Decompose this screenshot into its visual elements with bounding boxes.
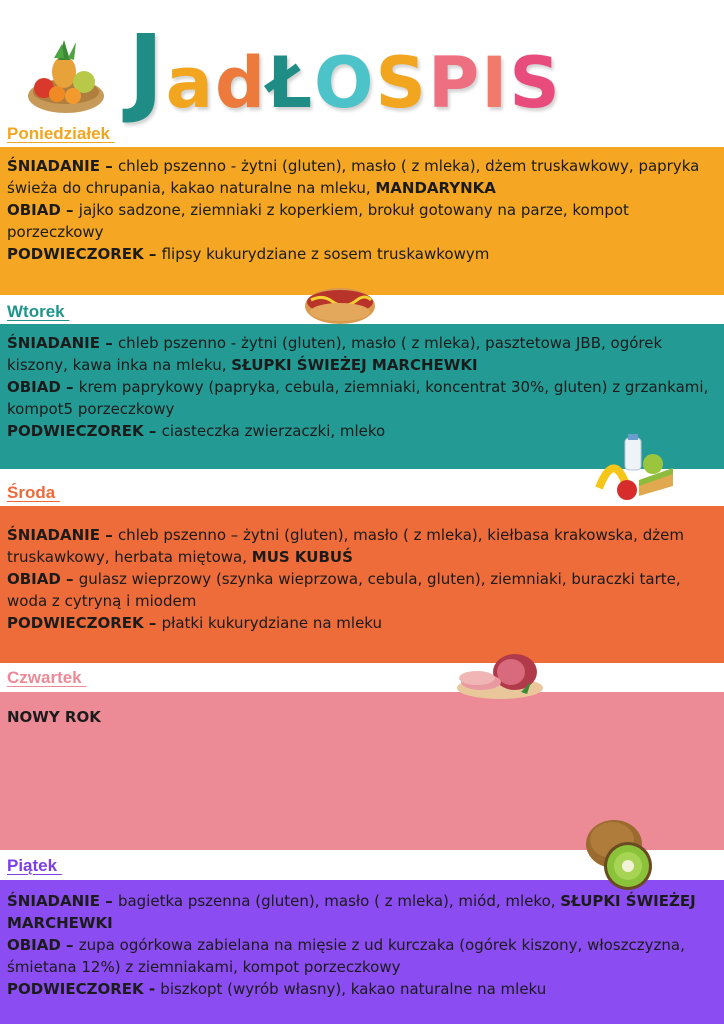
lunch-row: OBIAD – jajko sadzone, ziemniaki z koperkiem, brokuł gotowany na parze, kompot porzeczkowy xyxy=(7,201,629,241)
lunch-row: OBIAD – krem paprykowy (papryka, cebula, ziemniaki, koncentrat 30%, gluten) z grzankami, kompot5 porzeczkowy xyxy=(7,378,709,418)
snack-row: PODWIECZOREK – płatki kukurydziane na mleku xyxy=(7,614,383,632)
title-letter: J xyxy=(128,14,166,126)
lunch-milk-sandwich-icon xyxy=(595,434,677,502)
day-label-monday: Poniedziałek xyxy=(7,124,115,143)
kiwi-icon xyxy=(584,818,654,892)
day-menu-friday xyxy=(0,880,724,1024)
breakfast-row: ŚNIADANIE – chleb pszenno – żytni (gluten), masło ( z mleka), kiełbasa krakowska, dżem truskawkowy, herbata miętowa, MUS KUBUŚ xyxy=(7,526,684,566)
snack-row: PODWIECZOREK – flipsy kukurydziane z sosem truskawkowym xyxy=(7,245,490,263)
snack-row: PODWIECZOREK - biszkopt (wyrób własny), kakao naturalne na mleku xyxy=(7,980,547,998)
hotdog-icon xyxy=(303,276,377,330)
day-menu-wednesday xyxy=(0,506,724,663)
day-label-tuesday: Wtorek xyxy=(7,302,70,321)
day-menu-monday xyxy=(0,147,724,295)
title-letter: P xyxy=(427,42,482,124)
header xyxy=(0,0,724,126)
day-label-thursday: Czwartek xyxy=(7,668,87,687)
snack-row: PODWIECZOREK – ciasteczka zwierzaczki, mleko xyxy=(7,422,386,440)
lunch-row: OBIAD – zupa ogórkowa zabielana na mięsie z ud kurczaka (ogórek kiszony, włoszczyzna, śmietana 12%) z ziemniakami, kompot porzeczkowy xyxy=(7,936,685,976)
lunch-row: OBIAD – gulasz wieprzowy (szynka wieprzowa, cebula, gluten), ziemniaki, buraczki tarte, woda z cytryną i miodem xyxy=(7,570,681,610)
day-label-wednesday: Środa xyxy=(7,483,60,502)
day-label-friday: Piątek xyxy=(7,856,62,875)
title-letter: S xyxy=(509,42,562,124)
title-letter: I xyxy=(481,42,510,124)
holiday-row: NOWY ROK xyxy=(7,708,101,726)
title-letter: d xyxy=(214,42,268,124)
title-letter: Ł xyxy=(267,42,315,124)
title-letter: S xyxy=(375,42,428,124)
page-title xyxy=(128,8,562,126)
title-letter: O xyxy=(314,42,376,124)
fruit-bowl-icon xyxy=(24,30,106,116)
breakfast-row: ŚNIADANIE – bagietka pszenna (gluten), masło ( z mleka), miód, mleko, SŁUPKI ŚWIEŻEJ MARCHEWKI xyxy=(7,892,696,932)
ham-platter-icon xyxy=(455,648,545,700)
breakfast-row: ŚNIADANIE – chleb pszenno - żytni (gluten), masło ( z mleka), dżem truskawkowy, papryka świeża do chrupania, kakao naturalne na mleku, MANDARYNKA xyxy=(7,157,700,197)
breakfast-row: ŚNIADANIE – chleb pszenno - żytni (gluten), masło ( z mleka), pasztetowa JBB, ogórek kiszony, kawa inka na mleku, SŁUPKI ŚWIEŻEJ MARCHEWKI xyxy=(7,334,663,374)
title-letter: a xyxy=(165,42,215,124)
